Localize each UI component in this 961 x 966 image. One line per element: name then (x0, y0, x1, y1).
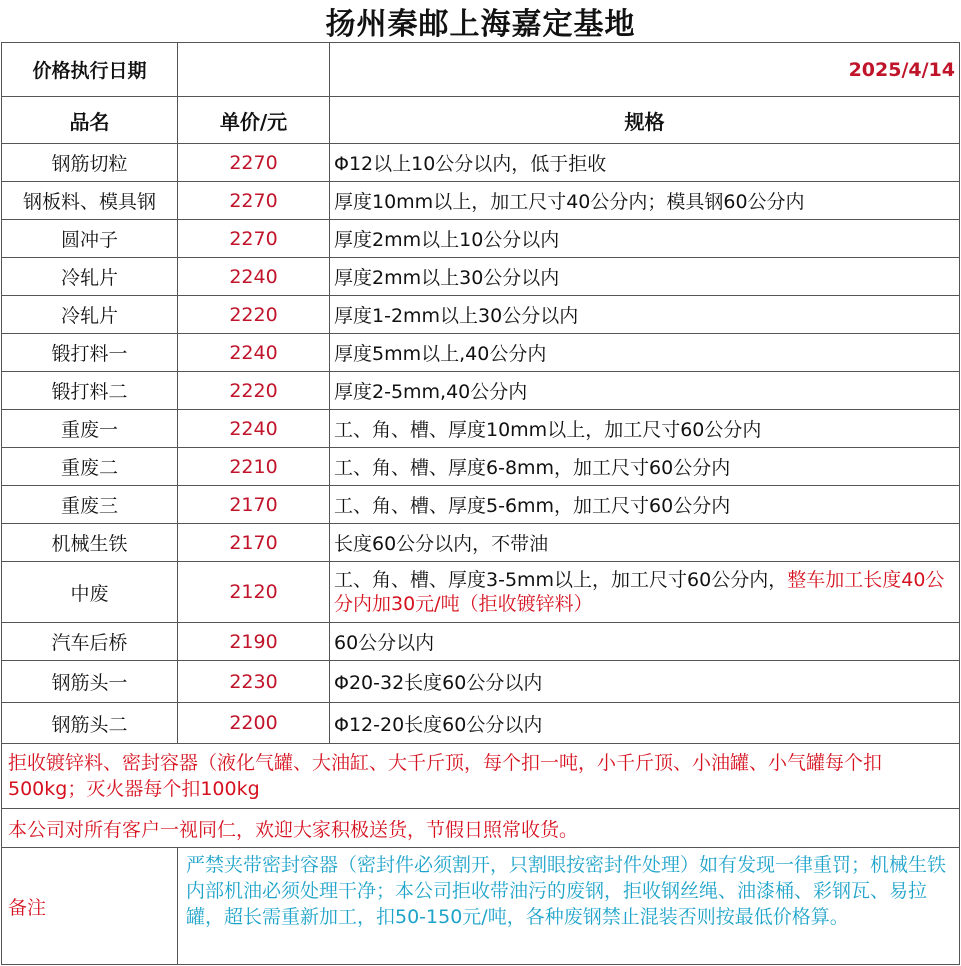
item-price: 2170 (178, 486, 330, 524)
reject-note-row (2, 744, 960, 809)
item-name: 圆冲子 (2, 220, 178, 258)
table-row (2, 372, 960, 410)
item-spec: 厚度1-2mm以上30公分以内 (330, 296, 960, 334)
item-price: 2200 (178, 703, 330, 744)
item-price: 2230 (178, 661, 330, 703)
item-spec: 厚度2mm以上10公分以内 (330, 220, 960, 258)
table-row (2, 144, 960, 182)
price-table (1, 42, 960, 965)
item-spec (330, 562, 960, 623)
item-price: 2210 (178, 448, 330, 486)
table-row (2, 448, 960, 486)
item-name: 重废二 (2, 448, 178, 486)
date-value: 2025/4/14 (330, 43, 960, 97)
item-price: 2190 (178, 623, 330, 661)
item-spec-normal: 工、角、槽、厚度3-5mm以上，加工尺寸60公分内， (334, 569, 788, 591)
column-header-row (2, 97, 960, 144)
item-name: 冷轧片 (2, 296, 178, 334)
date-label: 价格执行日期 (2, 43, 178, 97)
item-price: 2220 (178, 372, 330, 410)
item-name: 钢筋切粒 (2, 144, 178, 182)
policy-note-row (2, 809, 960, 848)
item-price: 2120 (178, 562, 330, 623)
item-name: 钢筋头一 (2, 661, 178, 703)
item-spec: 工、角、槽、厚度10mm以上，加工尺寸60公分内 (330, 410, 960, 448)
table-row (2, 703, 960, 744)
date-row (2, 43, 960, 97)
remark-row (2, 848, 960, 965)
header-name: 品名 (2, 97, 178, 144)
item-spec: 厚度5mm以上,40公分内 (330, 334, 960, 372)
item-name: 汽车后桥 (2, 623, 178, 661)
item-spec: 长度60公分以内，不带油 (330, 524, 960, 562)
item-name: 重废三 (2, 486, 178, 524)
table-row (2, 562, 960, 623)
remark-text: 严禁夹带密封容器（密封件必须割开，只割眼按密封件处理）如有发现一律重罚；机械生铁内部机油必须处理干净；本公司拒收带油污的废钢，拒收钢丝绳、油漆桶、彩钢瓦、易拉罐，超长需重新加工，扣50-150元/吨，各种废钢禁止混装否则按最低价格算。 (178, 848, 960, 965)
item-price: 2270 (178, 220, 330, 258)
item-price: 2240 (178, 258, 330, 296)
item-price: 2270 (178, 144, 330, 182)
item-price: 2240 (178, 334, 330, 372)
table-row (2, 486, 960, 524)
item-spec: 厚度2-5mm,40公分内 (330, 372, 960, 410)
item-name: 锻打料二 (2, 372, 178, 410)
item-name: 机械生铁 (2, 524, 178, 562)
item-spec: 厚度10mm以上，加工尺寸40公分内；模具钢60公分内 (330, 182, 960, 220)
sheet-title: 扬州秦邮上海嘉定基地 (325, 7, 636, 42)
item-name: 重废一 (2, 410, 178, 448)
date-empty-cell (178, 43, 330, 97)
table-row (2, 296, 960, 334)
item-price: 2240 (178, 410, 330, 448)
table-row (2, 410, 960, 448)
table-row (2, 220, 960, 258)
item-name: 中废 (2, 562, 178, 623)
item-spec: Φ12以上10公分以内，低于拒收 (330, 144, 960, 182)
item-price: 2170 (178, 524, 330, 562)
table-row (2, 524, 960, 562)
header-spec: 规格 (330, 97, 960, 144)
item-price: 2270 (178, 182, 330, 220)
table-row (2, 334, 960, 372)
table-row (2, 182, 960, 220)
item-name: 锻打料一 (2, 334, 178, 372)
table-row (2, 258, 960, 296)
item-spec: 60公分以内 (330, 623, 960, 661)
table-row (2, 623, 960, 661)
item-name: 钢板料、模具钢 (2, 182, 178, 220)
table-row (2, 661, 960, 703)
item-spec-highlight: 整车加工长度40公分内加30元/吨（拒收镀锌料） (334, 569, 945, 615)
item-name: 冷轧片 (2, 258, 178, 296)
item-spec: 工、角、槽、厚度5-6mm，加工尺寸60公分内 (330, 486, 960, 524)
reject-note: 拒收镀锌料、密封容器（液化气罐、大油缸、大千斤顶，每个扣一吨，小千斤顶、小油罐、小气罐每个扣500kg；灭火器每个扣100kg (2, 744, 960, 809)
policy-note: 本公司对所有客户一视同仁，欢迎大家积极送货，节假日照常收货。 (2, 809, 960, 848)
item-name: 钢筋头二 (2, 703, 178, 744)
item-spec: Φ12-20长度60公分以内 (330, 703, 960, 744)
item-price: 2220 (178, 296, 330, 334)
item-spec: Φ20-32长度60公分以内 (330, 661, 960, 703)
item-spec: 工、角、槽、厚度6-8mm，加工尺寸60公分内 (330, 448, 960, 486)
header-price: 单价/元 (178, 97, 330, 144)
item-spec: 厚度2mm以上30公分以内 (330, 258, 960, 296)
remark-label: 备注 (2, 848, 178, 965)
